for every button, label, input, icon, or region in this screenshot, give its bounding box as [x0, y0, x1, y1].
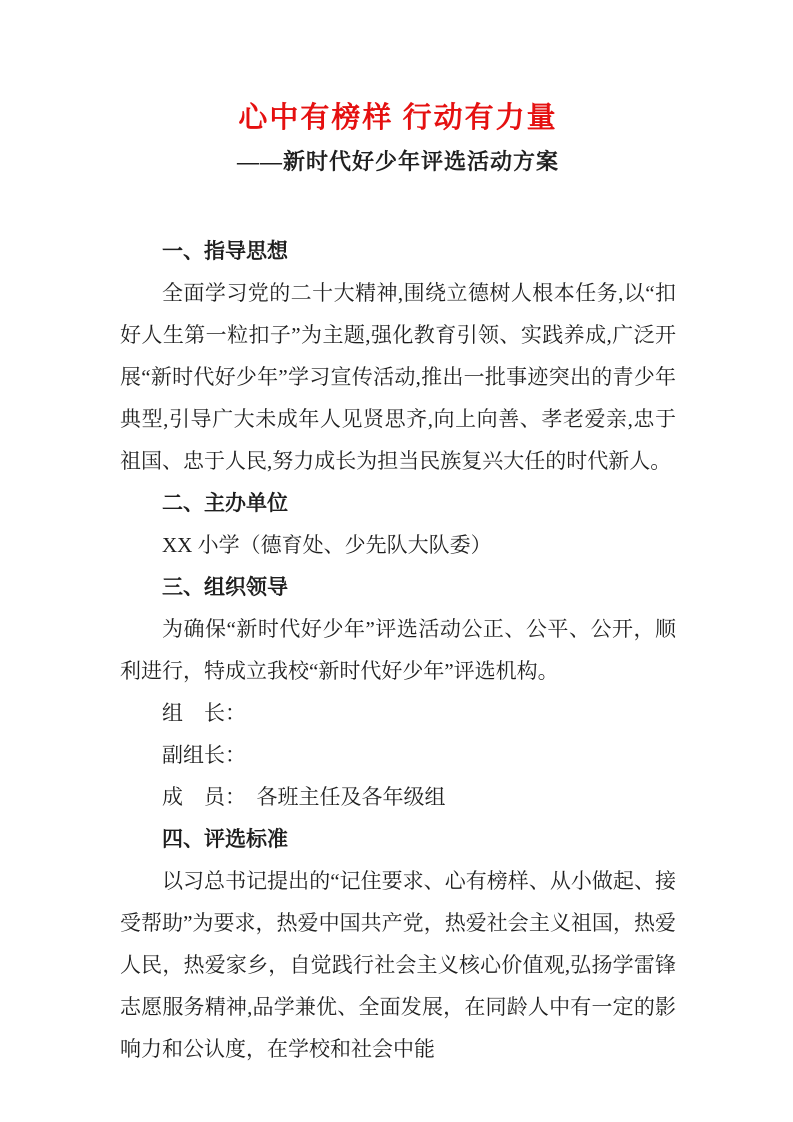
document-title: 心中有榜样 行动有力量: [238, 102, 558, 134]
body-line: XX 小学（德育处、少先队大队委）: [162, 533, 492, 557]
section-heading: 二、主办单位: [162, 491, 288, 515]
section-heading: 三、组织领导: [162, 575, 288, 599]
body-line: 为确保“新时代好少年”评选活动公正、公平、公开，顺利进行，特成立我校“新时代好少年”评选机构。: [120, 617, 676, 683]
body-line: 副组长：: [162, 743, 246, 767]
document-body: [120, 230, 676, 1070]
section-heading: 四、评选标准: [162, 827, 288, 851]
body-line: 组 长：: [162, 701, 246, 725]
body-line: 以习总书记提出的“记住要求、心有榜样、从小做起、接受帮助”为要求，热爱中国共产党，热爱社会主义祖国，热爱人民，热爱家乡，自觉践行社会主义核心价值观,弘扬学雷锋志愿服务精神,品学兼优、全面发展，在同龄人中有一定的影响力和公认度，在学校和社会中能: [120, 869, 676, 1061]
document-subtitle: ——新时代好少年评选活动方案: [236, 149, 559, 174]
body-line: 全面学习党的二十大精神,围绕立德树人根本任务,以“扣好人生第一粒扣子”为主题,强化教育引领、实践养成,广泛开展“新时代好少年”学习宣传活动,推出一批事迹突出的青少年典型,引导广大未成年人见贤思齐,向上向善、孝老爱亲,忠于祖国、忠于人民,努力成长为担当民族复兴大任的时代新人。: [120, 281, 676, 473]
body-line: 成 员： 各班主任及各年级组: [162, 785, 446, 809]
section-heading: 一、指导思想: [162, 239, 288, 263]
